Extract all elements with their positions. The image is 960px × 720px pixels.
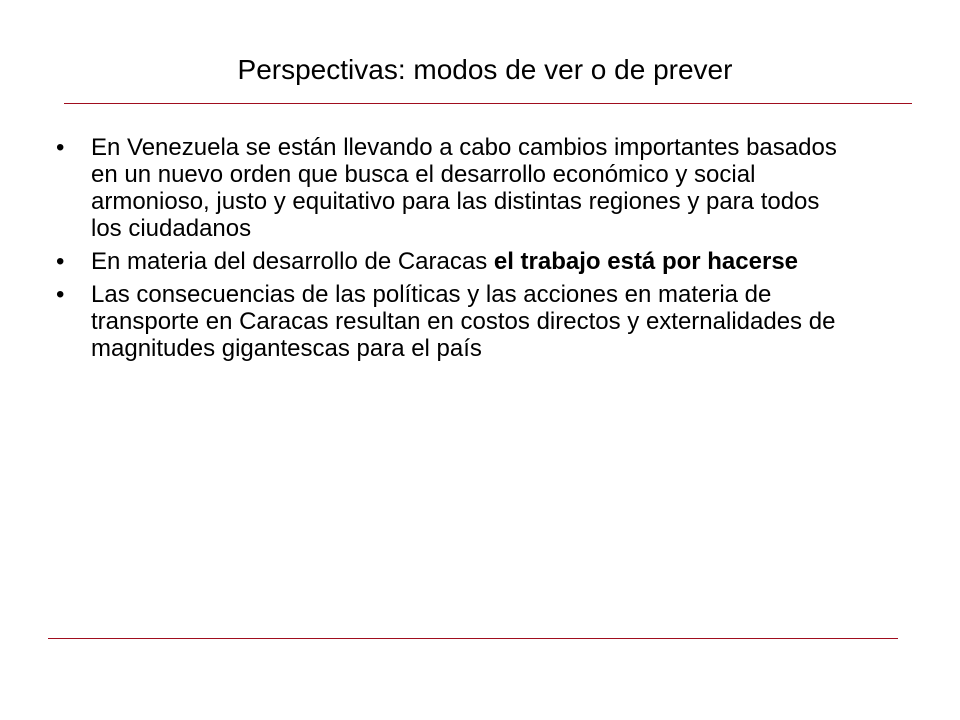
title-divider	[64, 103, 912, 104]
bullet-item	[56, 134, 856, 242]
bullet-marker: •	[56, 281, 65, 308]
bullet-text: En materia del desarrollo de Caracas	[91, 248, 494, 275]
bullet-text: Las consecuencias de las políticas y las acciones en materia de transporte en Caracas resultan en costos directos y externalidades de magnitudes gigantescas para el país	[91, 281, 836, 362]
bullet-list	[56, 134, 856, 368]
bullet-item	[56, 281, 856, 362]
slide-title: Perspectivas: modos de ver o de prever	[237, 54, 733, 85]
footer-divider	[48, 638, 898, 639]
bullet-text: En Venezuela se están llevando a cabo cambios importantes basados en un nuevo orden que busca el desarrollo económico y social armonioso, justo y equitativo para las distintas regiones y para todos los ciudadanos	[91, 134, 837, 242]
bullet-marker: •	[56, 248, 65, 275]
bullet-item	[56, 248, 856, 275]
bullet-emphasis-text: el trabajo está por hacerse	[493, 248, 799, 275]
bullet-marker: •	[56, 134, 65, 161]
